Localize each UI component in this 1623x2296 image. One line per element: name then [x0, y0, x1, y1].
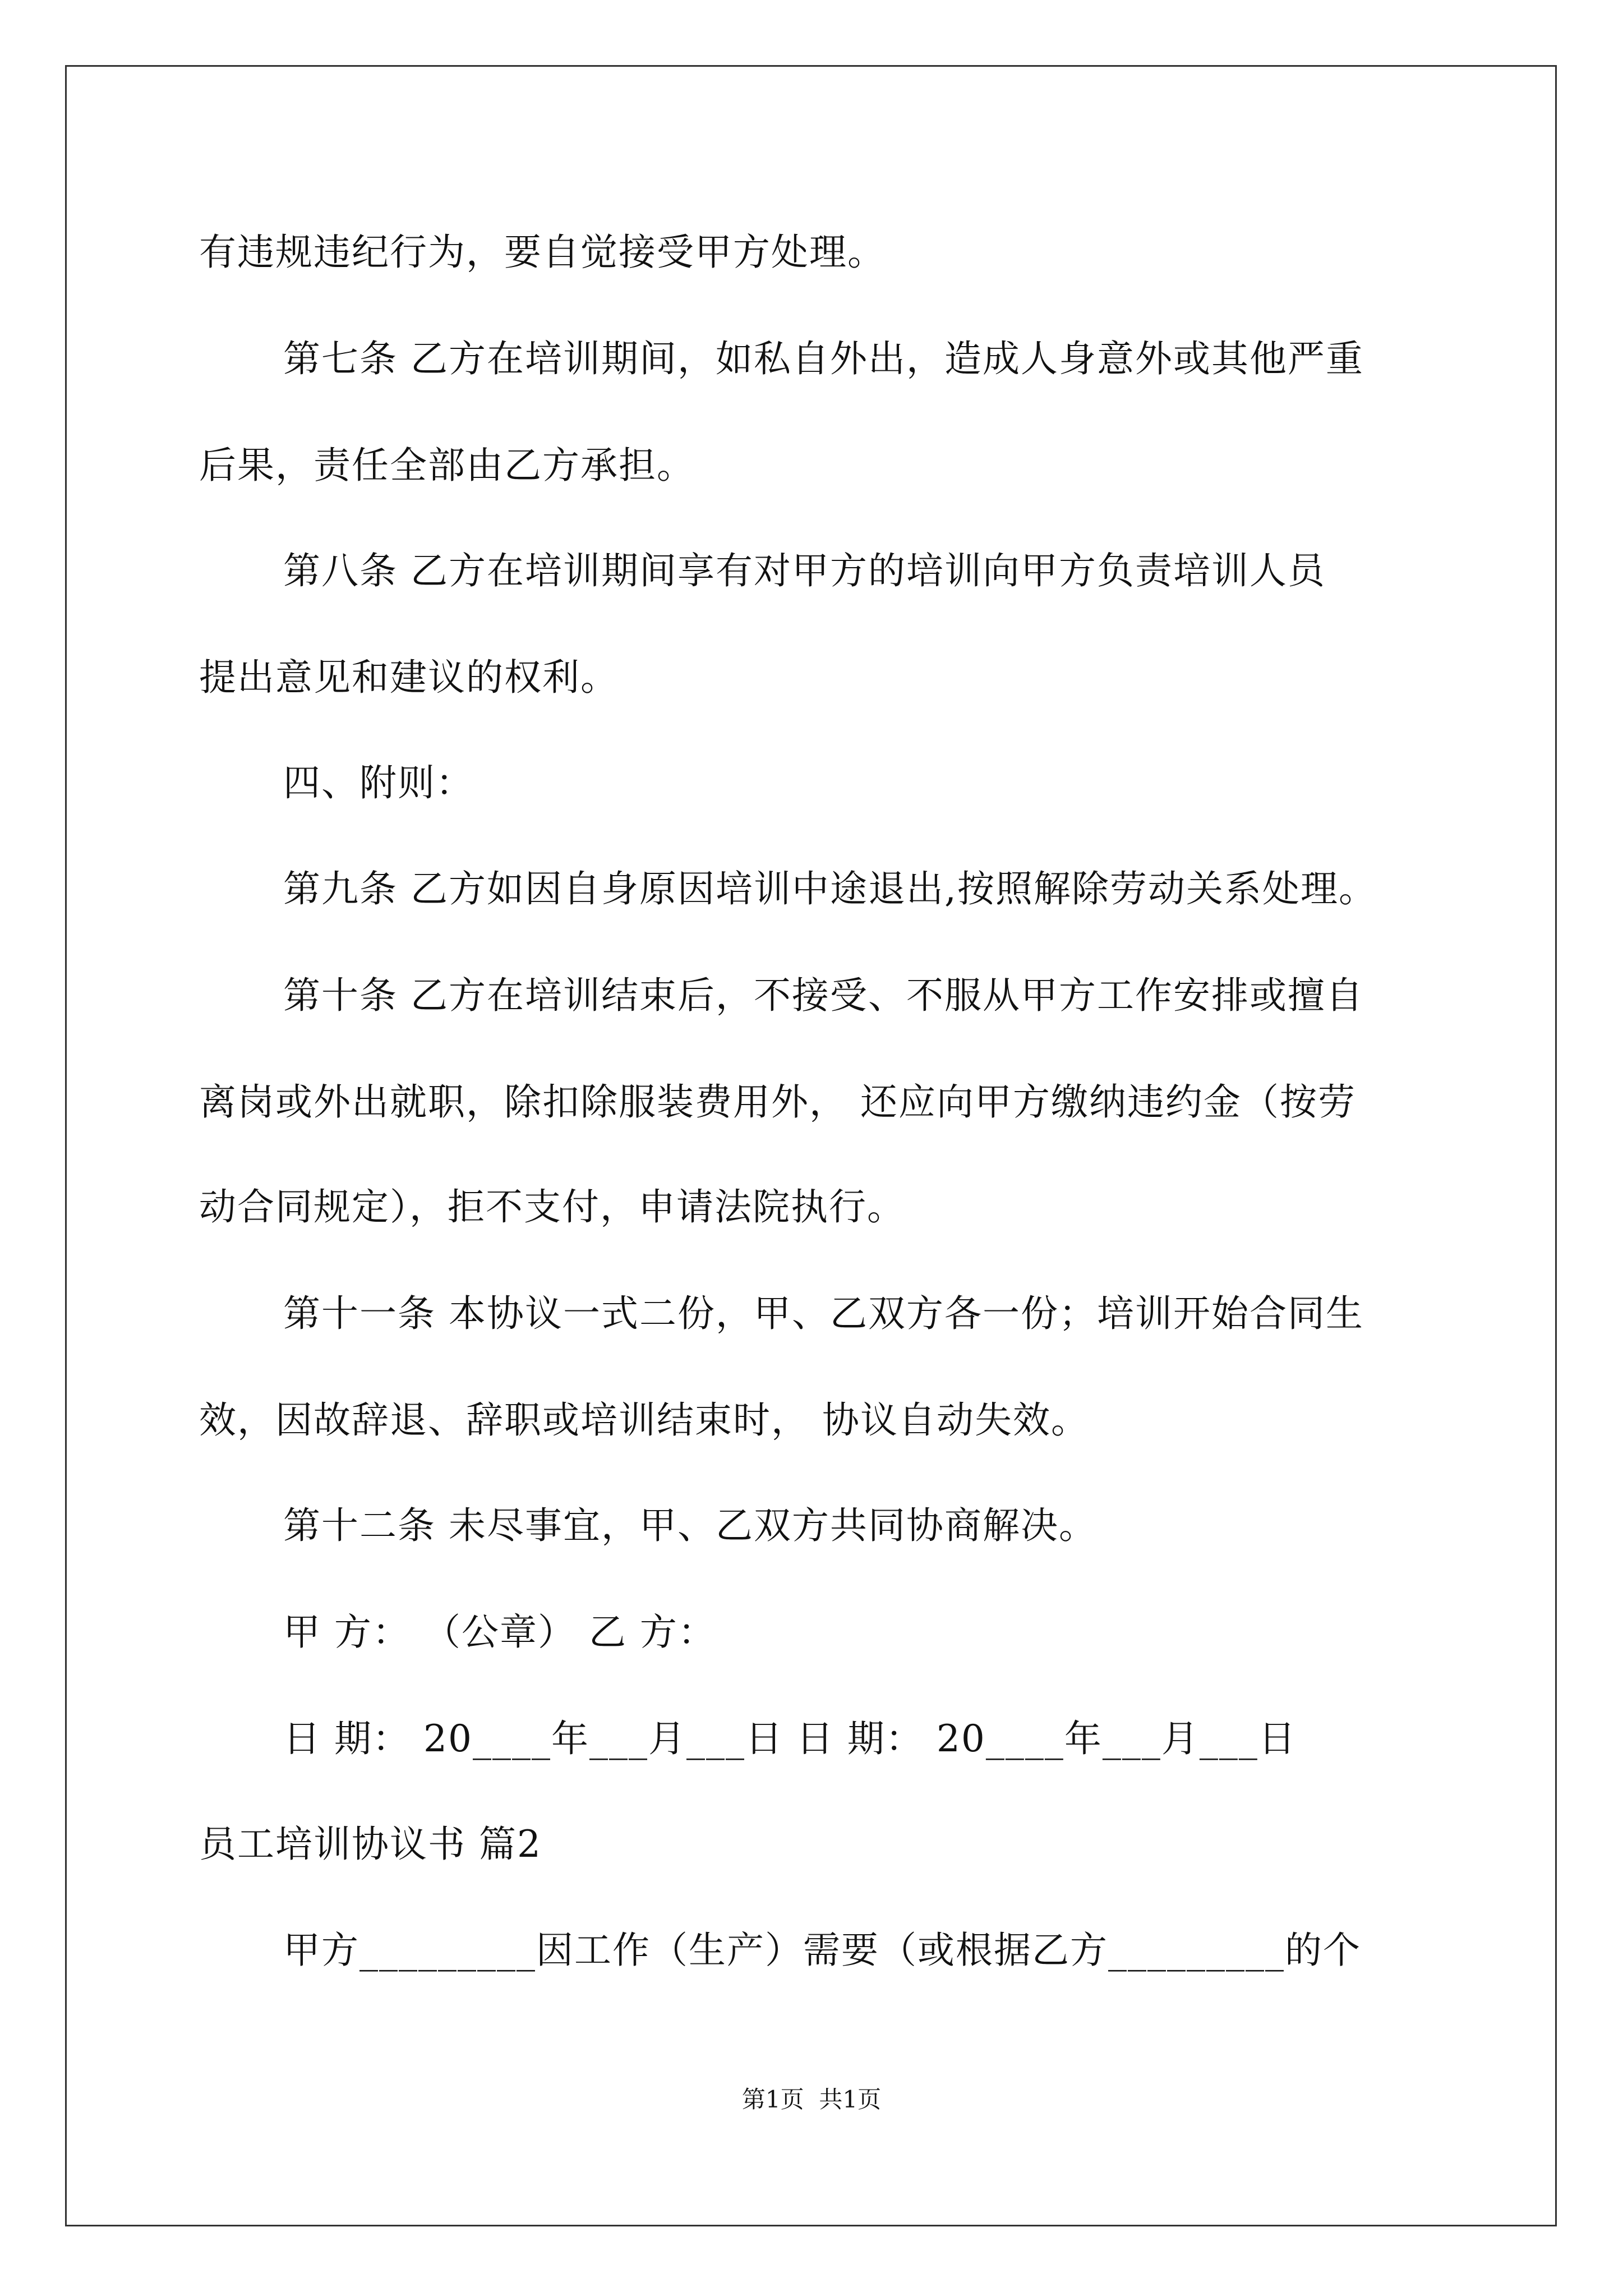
text-line: 有违规违纪行为，要自觉接受甲方处理。: [199, 231, 886, 274]
text-line: 甲方_________因工作（生产）需要（或根据乙方_________的个: [283, 1929, 1361, 1972]
text-line: 离岗或外出就职，除扣除服装费用外， 还应向甲方缴纳违约金（按劳: [199, 1080, 1356, 1124]
text-line: 后果，责任全部由乙方承担。: [199, 444, 695, 487]
text-line: 提出意见和建议的权利。: [199, 656, 619, 699]
clause-9: 第九条 乙方如因自身原因培训中途退出,按照解除劳动关系处理。: [283, 867, 1377, 910]
clause-8: 第八条 乙方在培训期间享有对甲方的培训向甲方负责培训人员: [283, 549, 1326, 592]
page-footer: 第1页 共1页: [741, 2086, 882, 2113]
section-title: 员工培训协议书 篇2: [199, 1823, 542, 1866]
signature-line: 甲 方： （公章） 乙 方：: [283, 1611, 716, 1654]
date-line: 日 期： 20____年___月___日 日 期： 20____年___月___日: [283, 1717, 1297, 1760]
text-line: 效，因故辞退、辞职或培训结束时， 协议自动失效。: [199, 1398, 1089, 1442]
text-line: 动合同规定），拒不支付，申请法院执行。: [199, 1185, 905, 1228]
clause-12: 第十二条 未尽事宜，甲、乙双方共同协商解决。: [283, 1504, 1097, 1547]
clause-7: 第七条 乙方在培训期间，如私自外出，造成人身意外或其他严重: [283, 337, 1364, 380]
section-heading: 四、附则：: [283, 761, 474, 804]
clause-10: 第十条 乙方在培训结束后，不接受、不服从甲方工作安排或擅自: [283, 974, 1364, 1017]
page-border: [65, 65, 1557, 2226]
clause-11: 第十一条 本协议一式二份，甲、乙双方各一份；培训开始合同生: [283, 1292, 1364, 1335]
